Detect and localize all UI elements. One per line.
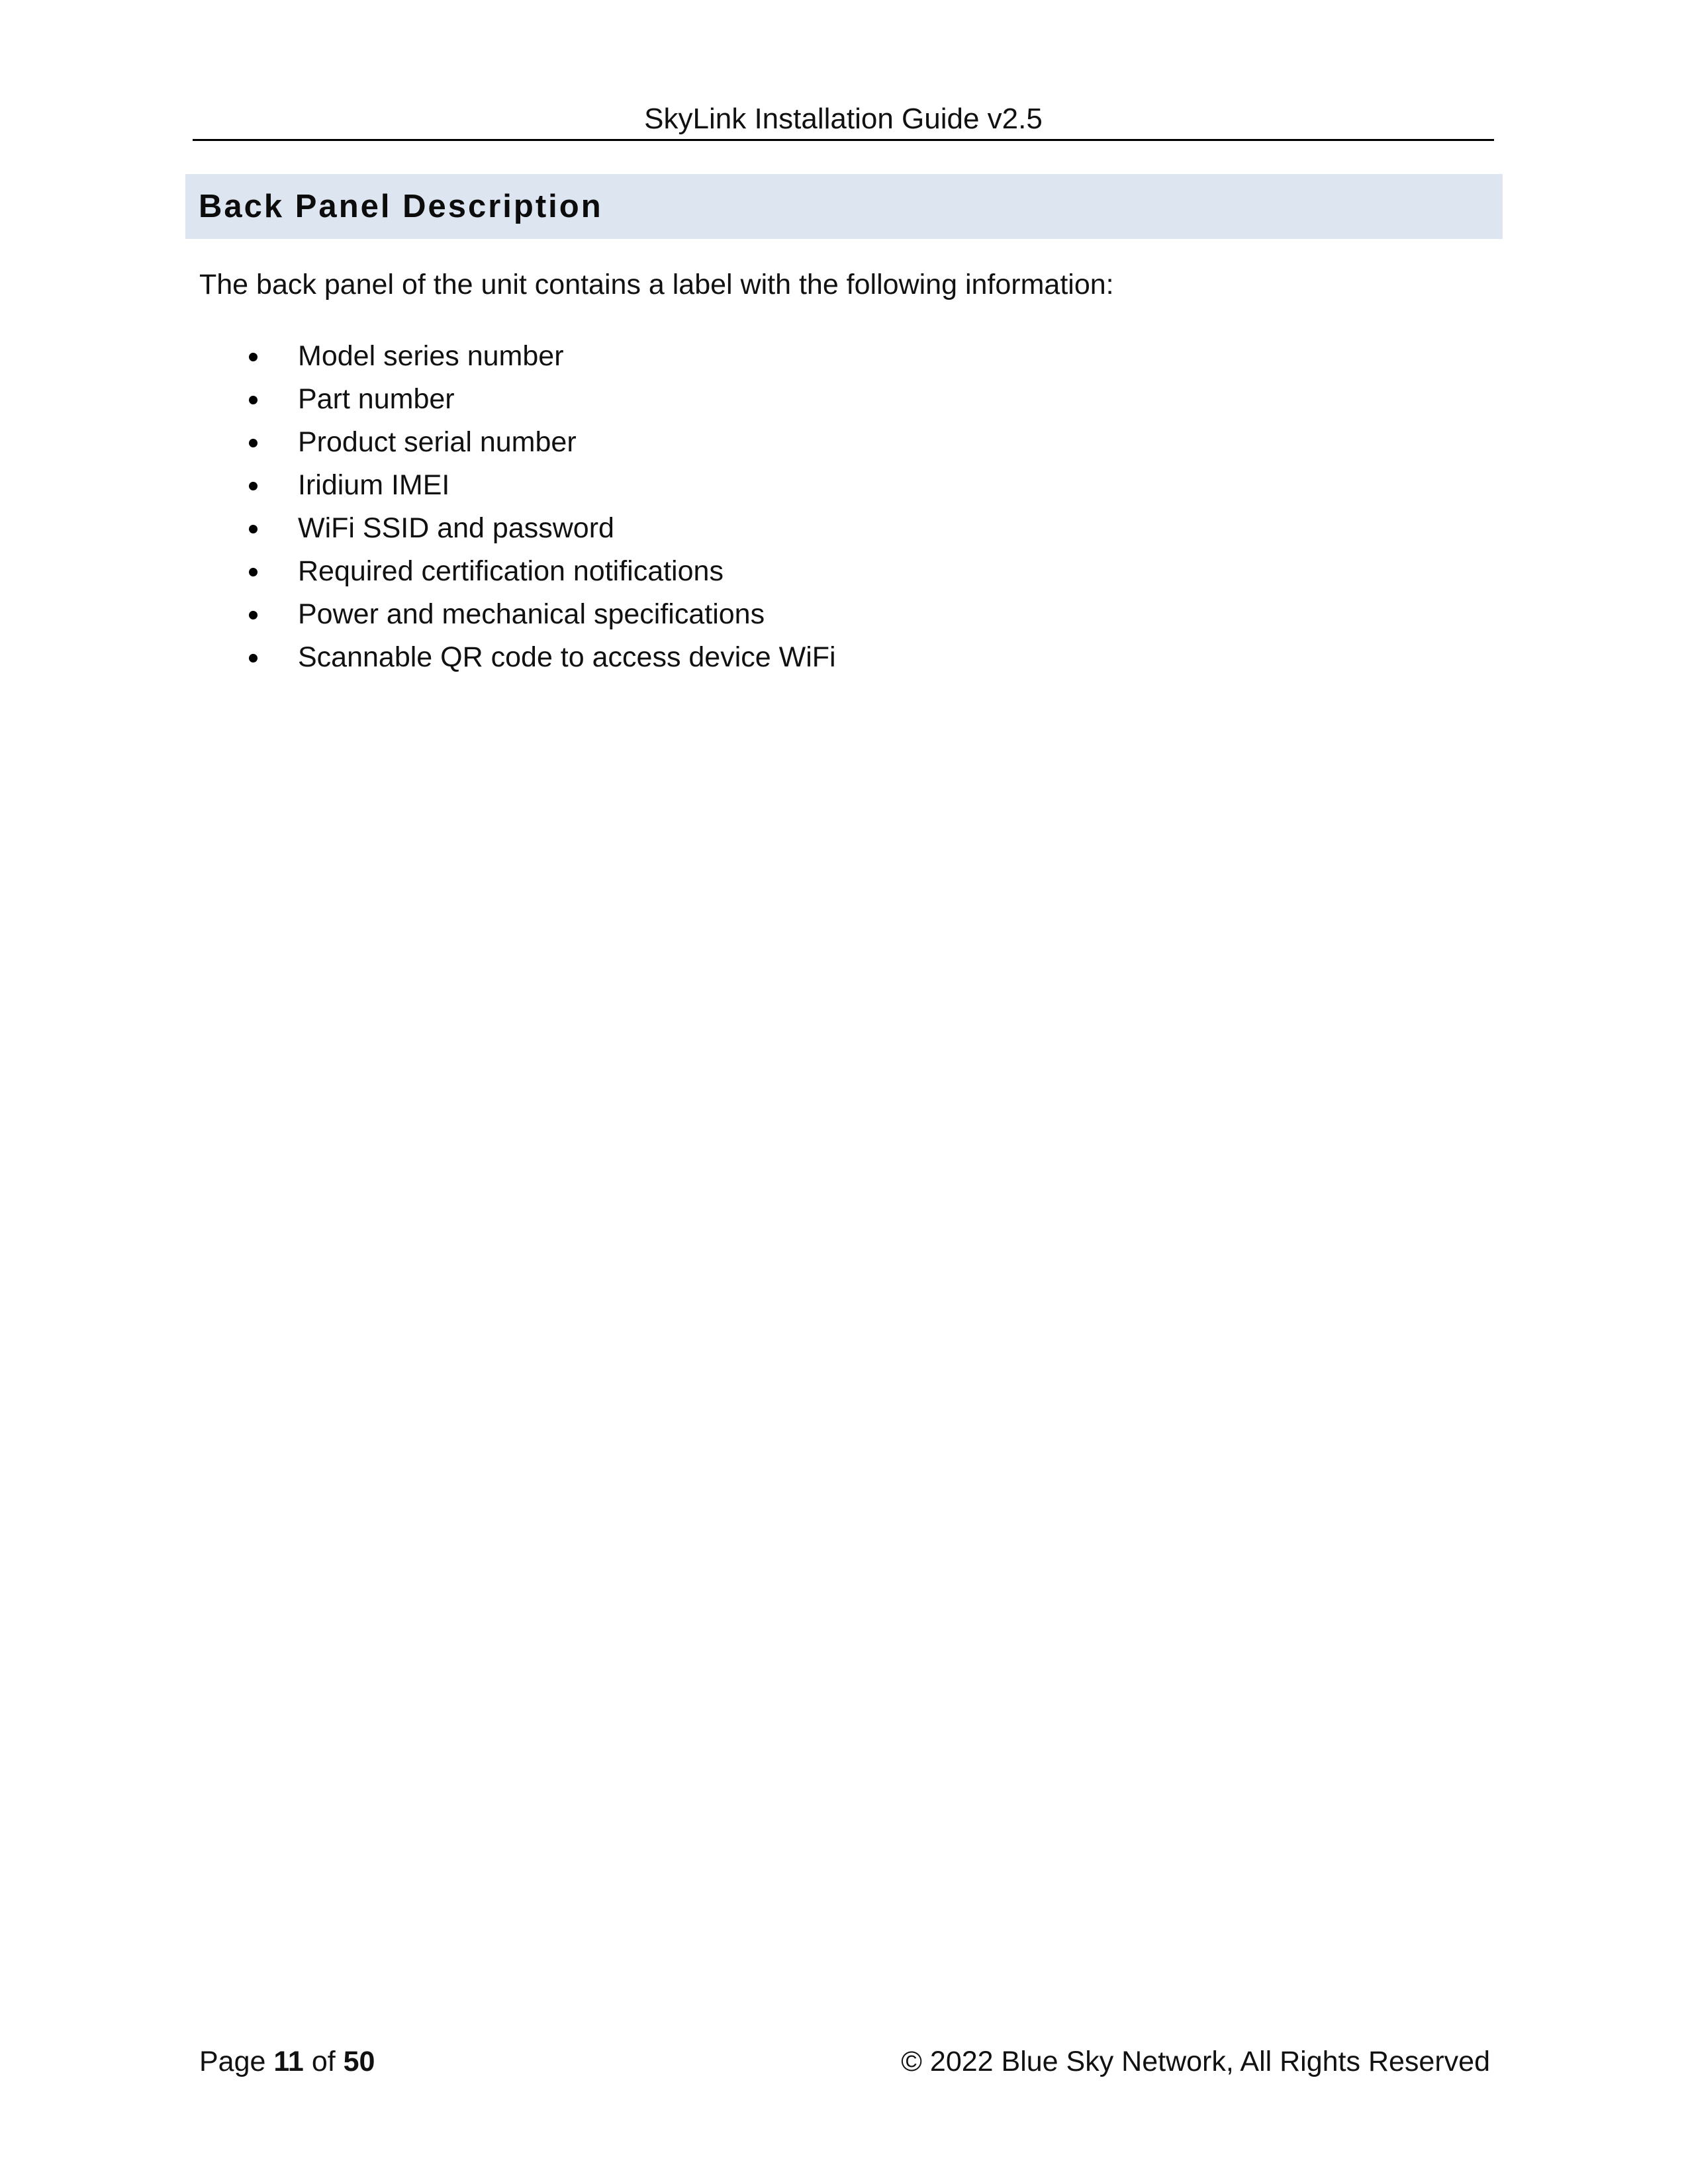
list-item-text: WiFi SSID and password [298, 512, 614, 544]
bullet-icon [249, 482, 258, 490]
list-item-text: Power and mechanical specifications [298, 598, 765, 630]
page-footer [199, 2042, 1490, 2081]
bullet-icon [249, 439, 258, 447]
bullet-icon [249, 654, 258, 662]
bullet-icon [249, 525, 258, 533]
bullet-icon [249, 353, 258, 361]
bullet-icon [249, 396, 258, 404]
list-item-text: Required certification notifications [298, 555, 724, 587]
bullet-icon [249, 568, 258, 576]
page-header [193, 99, 1494, 141]
list-item-text: Iridium IMEI [298, 469, 450, 501]
copyright-notice: © 2022 Blue Sky Network, All Rights Reserved [901, 2046, 1490, 2077]
list-item-text: Part number [298, 383, 455, 415]
document-title: SkyLink Installation Guide v2.5 [644, 103, 1043, 135]
section-title: Back Panel Description [199, 189, 603, 224]
page-word: Page [199, 2046, 266, 2077]
section-banner [185, 174, 1503, 239]
current-page: 11 [273, 2046, 304, 2077]
list-item-text: Model series number [298, 340, 564, 372]
of-word: of [311, 2046, 336, 2077]
list-item-text: Scannable QR code to access device WiFi [298, 641, 836, 673]
intro-paragraph: The back panel of the unit contains a label with the following information: [199, 269, 1114, 300]
bullet-icon [249, 611, 258, 619]
page-number [199, 2042, 375, 2081]
total-pages: 50 [343, 2046, 375, 2077]
list-item-text: Product serial number [298, 426, 577, 458]
